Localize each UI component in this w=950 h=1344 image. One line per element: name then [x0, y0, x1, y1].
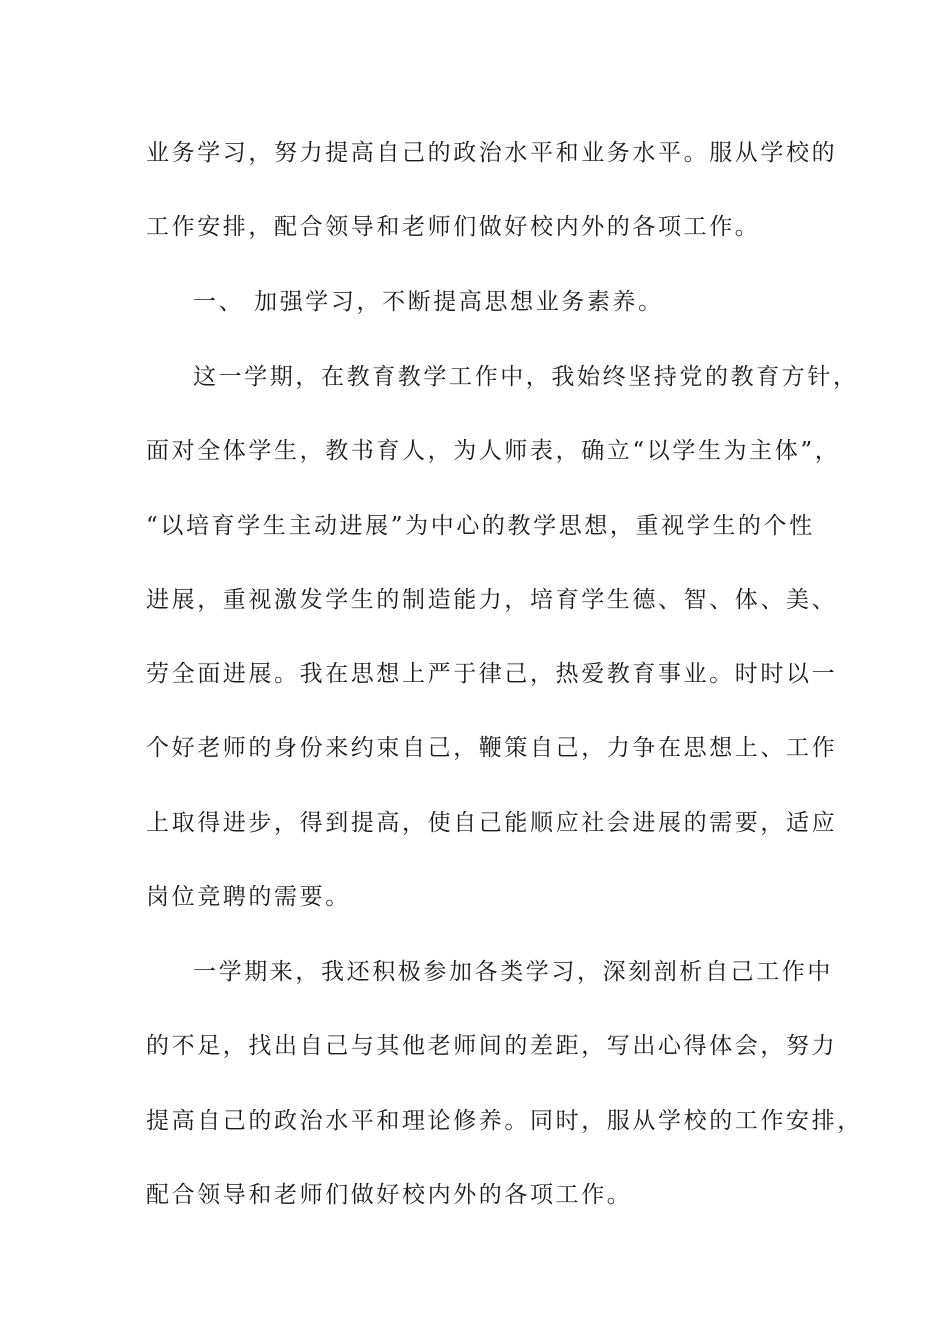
- text-line: 上取得进步，得到提高，使自己能顺应社会进展的需要，适应: [146, 810, 838, 836]
- text-line: 劳全面进展。我在思想上严于律己，热爱教育事业。时时以一: [146, 661, 838, 687]
- text-line: 工作安排，配合领导和老师们做好校内外的各项工作。: [146, 214, 761, 240]
- text-line: 这一学期，在教育教学工作中，我始终坚持党的教育方针，: [193, 364, 859, 390]
- text-line: 业务学习，努力提高自己的政治水平和业务水平。服从学校的: [146, 140, 838, 166]
- text-line: 的不足，找出自己与其他老师间的差距，写出心得体会，努力: [146, 1033, 838, 1059]
- text-line: 配合领导和老师们做好校内外的各项工作。: [146, 1182, 633, 1208]
- text-line: “以培育学生主动进展”为中心的教学思想，重视学生的个性: [146, 513, 815, 539]
- text-line: 进展，重视激发学生的制造能力，培育学生德、智、体、美、: [146, 587, 838, 613]
- text-line: 一学期来，我还积极参加各类学习，深刻剖析自己工作中: [193, 959, 833, 985]
- text-line: 个好老师的身份来约束自己，鞭策自己，力争在思想上、工作: [146, 735, 838, 761]
- text-line: 岗位竞聘的需要。: [146, 884, 351, 910]
- section-heading: 一、 加强学习，不断提高思想业务素养。: [193, 289, 664, 315]
- text-line: 面对全体学生，教书育人，为人师表，确立“以学生为主体”，: [146, 438, 841, 464]
- text-line: 提高自己的政治水平和理论修养。同时，服从学校的工作安排，: [146, 1108, 863, 1134]
